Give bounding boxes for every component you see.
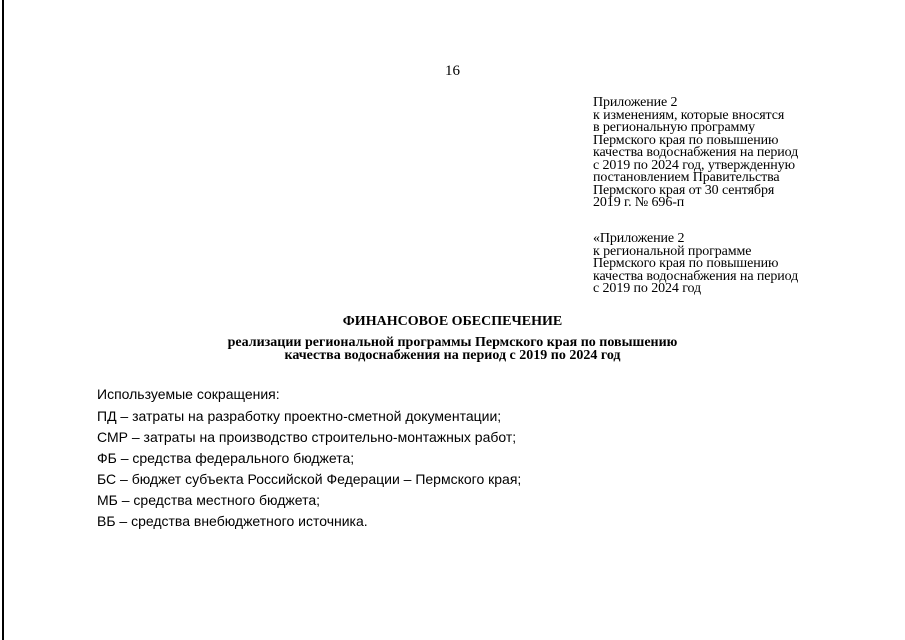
appendix-header-line: качества водоснабжения на период [593, 145, 799, 160]
appendix-header-line: Пермского края по повышению [593, 132, 779, 148]
subtitle-line: реализации региональной программы Пермского края по повышению [227, 335, 678, 350]
abbreviation-item: ФБ – средства федерального бюджета; [97, 450, 355, 466]
abbreviations-heading: Используемые сокращения: [97, 386, 280, 402]
abbreviation-item: ВБ – средства внебюджетного источника. [97, 513, 368, 529]
abbreviation-item: ПД – затраты на разработку проектно-сметной документации; [97, 408, 502, 424]
appendix-header-line: к изменениям, которые вносятся [593, 107, 785, 123]
appendix-header-line: 2019 г. № 696-п [593, 195, 685, 210]
appendix-header-line: постановлением Правительства [593, 170, 780, 185]
document-title: ФИНАНСОВОЕ ОБЕСПЕЧЕНИЕ [342, 314, 563, 329]
appendix-header-line: в региональную программу [593, 120, 755, 135]
appendix-header-block [593, 97, 893, 210]
appendix-header-line: Приложение 2 [593, 95, 678, 110]
appendix-program-line: Пермского края по повышению [593, 256, 779, 271]
appendix-header-line: с 2019 по 2024 год, утвержденную [593, 157, 795, 173]
document-subtitle [0, 336, 905, 362]
appendix-program-line: качества водоснабжения на период [593, 268, 799, 284]
page-number: 16 [445, 63, 460, 79]
abbreviations-list [97, 385, 877, 533]
appendix-header-line: Пермского края от 30 сентября [593, 182, 775, 198]
appendix-program-block [593, 233, 893, 296]
appendix-program-line: к региональной программе [593, 243, 752, 259]
abbreviation-item: МБ – средства местного бюджета; [97, 492, 321, 508]
appendix-program-line: с 2019 по 2024 год [593, 281, 702, 296]
appendix-program-line: «Приложение 2 [593, 231, 685, 246]
abbreviation-item: БС – бюджет субъекта Российской Федерации – Пермского края; [97, 471, 522, 487]
subtitle-line: качества водоснабжения на период с 2019 по 2024 год [284, 348, 621, 363]
abbreviation-item: СМР – затраты на производство строительно-монтажных работ; [97, 429, 517, 445]
